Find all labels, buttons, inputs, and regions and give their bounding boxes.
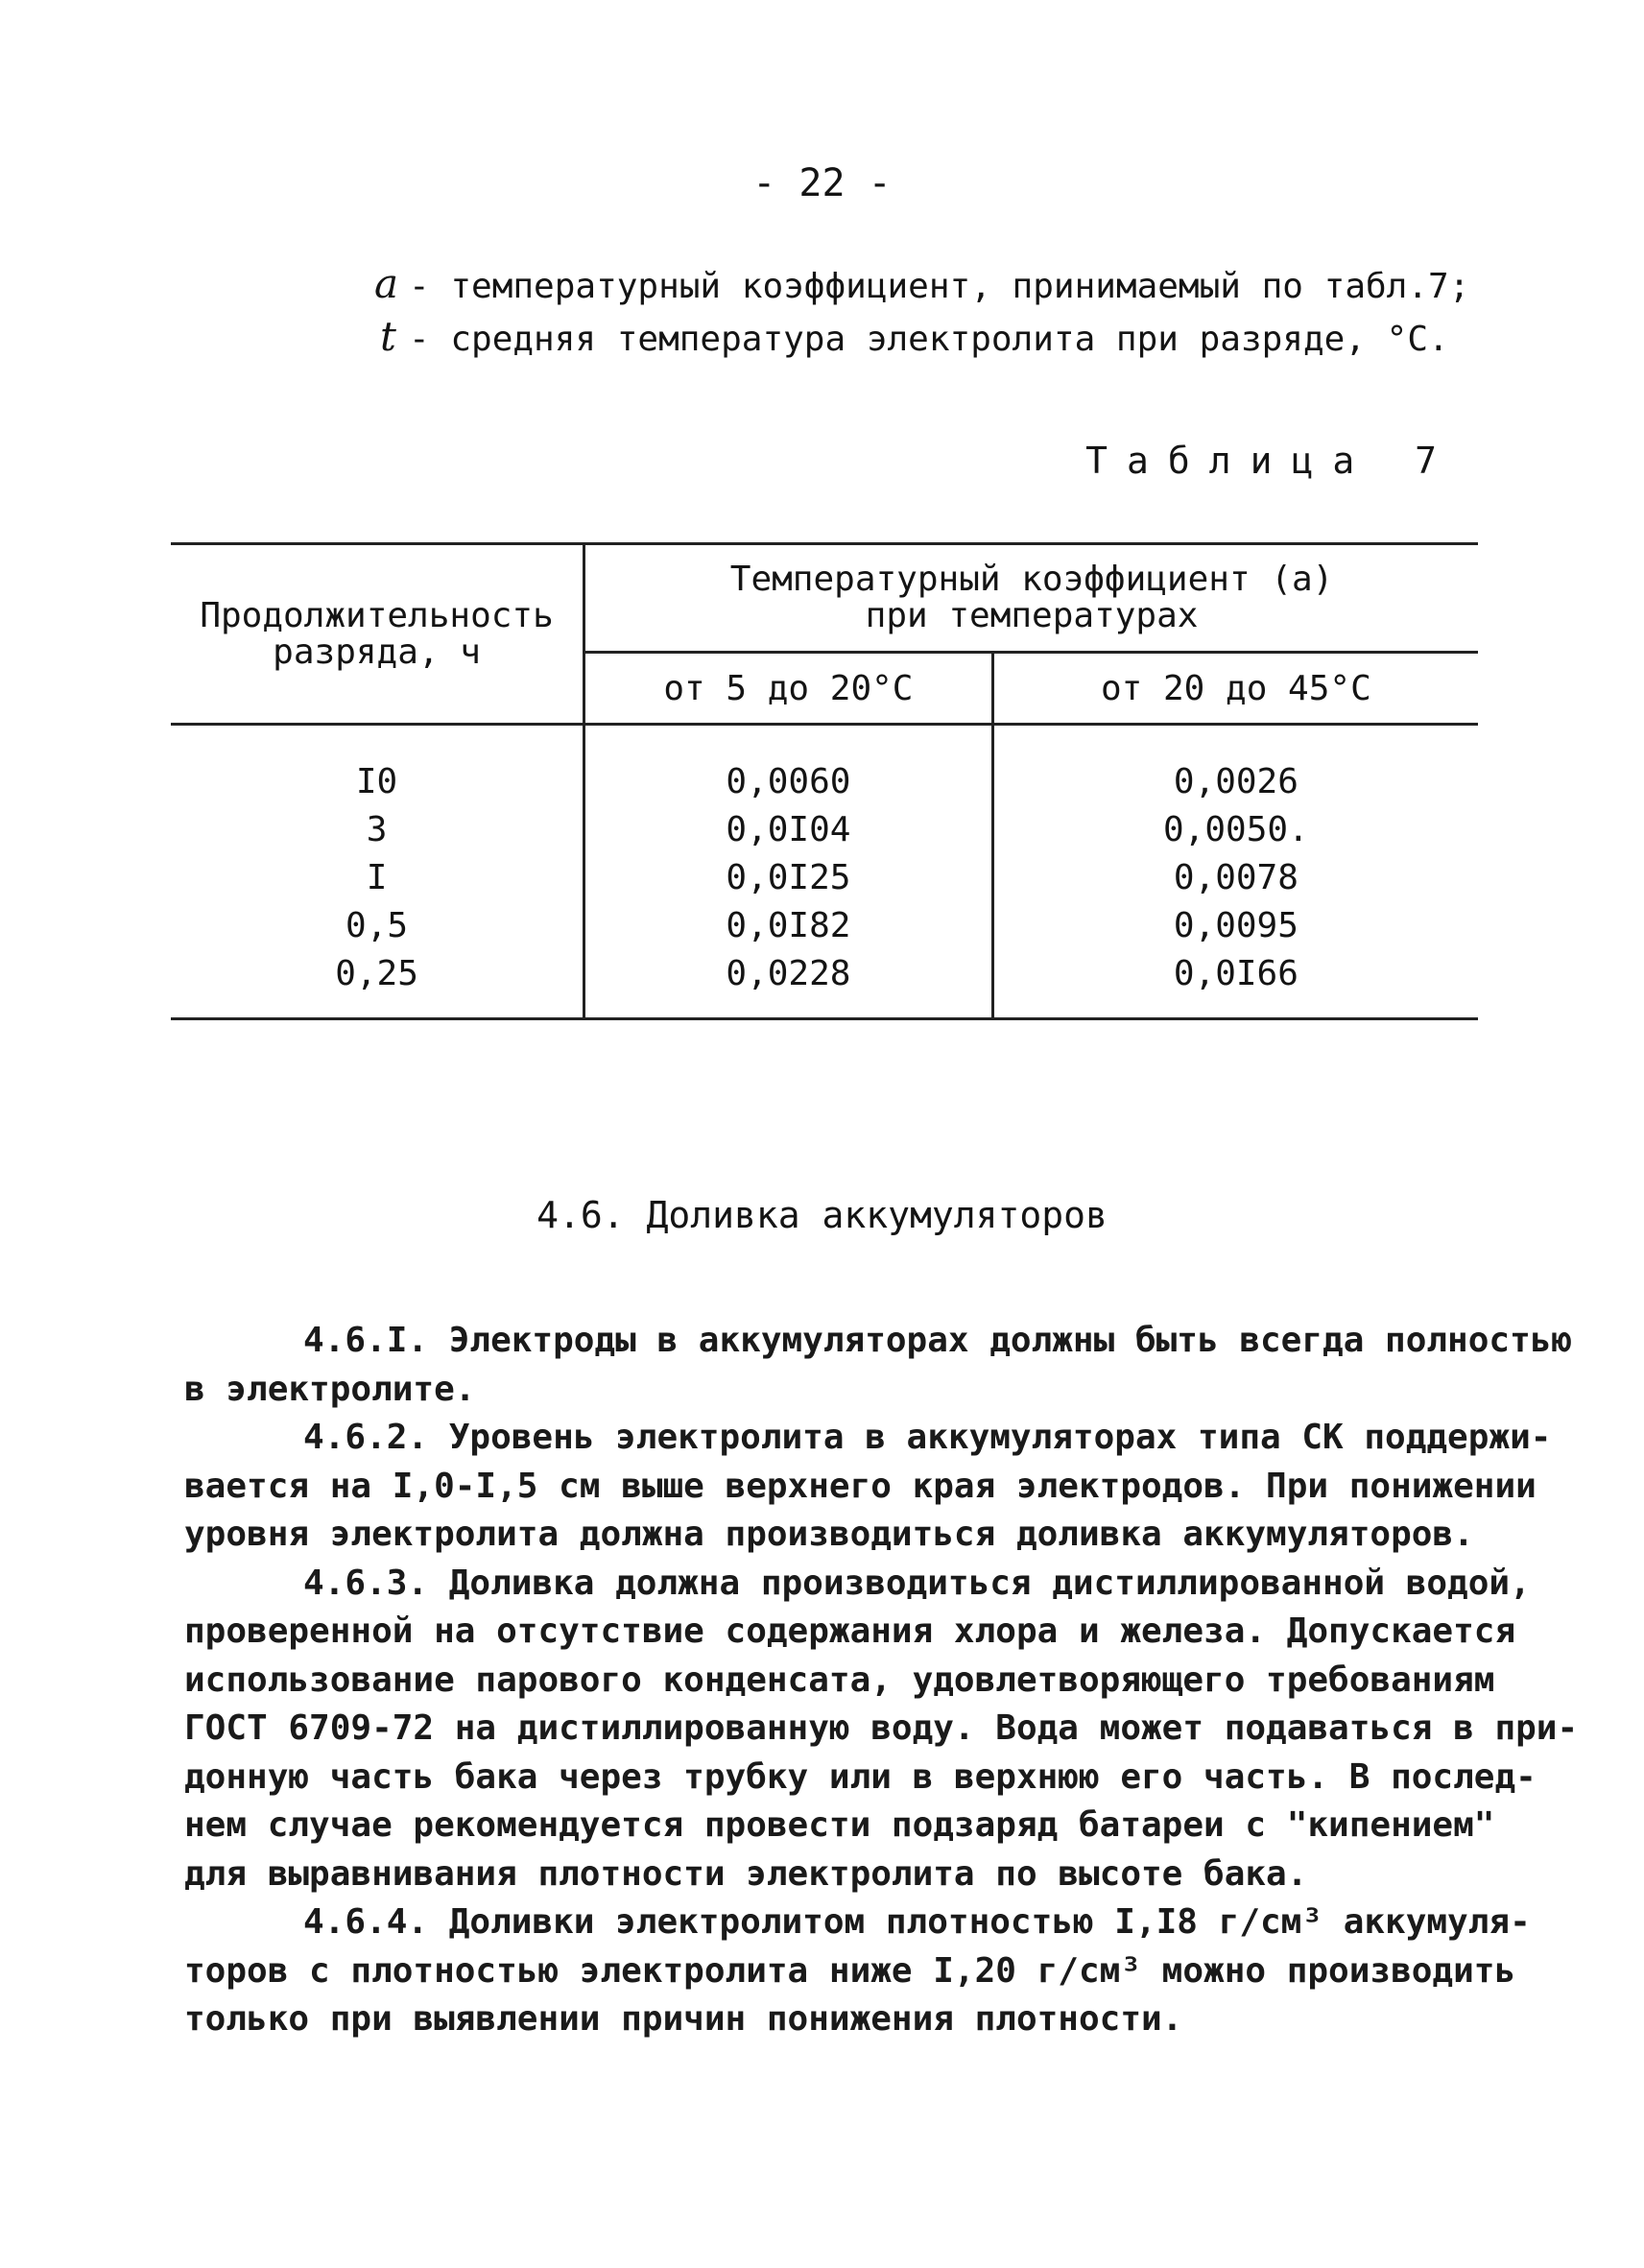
text-line: 4.6.I. Электроды в аккумуляторах должны быть всегда полностью	[303, 1321, 1573, 1360]
duration-cell: 3	[366, 810, 388, 849]
text-line: торов с плотностью электролита ниже I,20 г/см³ можно производить	[184, 1950, 1516, 1991]
paragraph-4-6-1	[184, 1317, 1573, 1414]
text-line: нем случае рекомендуется провести подзаряд батареи с "кипением"	[184, 1805, 1495, 1845]
text-line: уровня электролита должна производиться доливка аккумуляторов.	[184, 1515, 1474, 1554]
coefficient-cell: 0,0078	[1173, 858, 1299, 897]
paragraph-4-6-4	[184, 1898, 1531, 2044]
text-line: только при выявлении причин понижения плотности.	[184, 1999, 1183, 2039]
symbol-definitions	[374, 259, 1469, 365]
page-number: - 22 -	[752, 161, 892, 205]
text-line: для выравнивания плотности электролита по высоте бака.	[184, 1853, 1308, 1894]
header-range-low: от 5 до 20°С	[584, 653, 993, 725]
text-line: вается на I,0-I,5 см выше верхнего края электродов. При понижении	[184, 1466, 1537, 1506]
definition-symbol: a	[374, 260, 399, 307]
coefficient-cell: 0,0I04	[726, 810, 851, 849]
definition-text: - средняя температура электролита при разряде, °С.	[409, 320, 1449, 359]
duration-cell: I	[366, 858, 388, 897]
header-duration: Продолжительность разряда, ч	[171, 544, 584, 725]
section-body	[184, 1317, 1579, 2044]
coefficient-cell: 0,0026	[1173, 762, 1299, 801]
header-temperature-group	[584, 544, 1478, 653]
coefficient-cell: 0,0I66	[1173, 954, 1299, 993]
text-line: 4.6.2. Уровень электролита в аккумуляторах типа СК поддержи-	[303, 1418, 1552, 1457]
text-line: 4.6.4. Доливки электролитом плотностью I,I8 г/см³ аккумуля-	[303, 1902, 1531, 1942]
text-line: донную часть бака через трубку или в верхнюю его часть. В послед-	[184, 1756, 1537, 1797]
header-group-line-2: при температурах	[865, 596, 1199, 635]
coefficient-cell: 0,0I25	[726, 858, 851, 897]
high-range-column	[992, 725, 1478, 1019]
coefficient-cell: 0,0228	[726, 954, 851, 993]
text-line: проверенной на отсутствие содержания хлора и железа. Допускается	[184, 1611, 1516, 1651]
text-line: ГОСТ 6709-72 на дистиллированную воду. Вода может подаваться в при-	[184, 1708, 1579, 1748]
coefficient-cell: 0,0095	[1173, 906, 1299, 945]
header-range-high: от 20 до 45°С	[992, 653, 1478, 725]
paragraph-4-6-2	[184, 1414, 1552, 1560]
duration-cell: 0,5	[345, 906, 409, 945]
section-heading: 4.6. Доливка аккумуляторов	[536, 1194, 1108, 1236]
definition-a	[374, 259, 1469, 312]
paragraph-4-6-3	[184, 1560, 1579, 1899]
coefficient-cell: 0,0060	[726, 762, 851, 801]
duration-column	[171, 725, 584, 1019]
definition-symbol: t	[380, 313, 396, 360]
table-body	[171, 725, 1478, 1019]
coefficient-cell: 0,0I82	[726, 906, 851, 945]
definition-text: - температурный коэффициент, принимаемый по табл.7;	[409, 267, 1470, 306]
text-line: в электролите.	[184, 1369, 476, 1409]
coefficient-table	[171, 542, 1478, 1020]
duration-cell: I0	[355, 762, 398, 801]
header-group-line-1: Температурный коэффициент (a)	[729, 560, 1334, 599]
table-caption: Таблица 7	[1085, 440, 1456, 482]
definition-t	[374, 312, 1469, 365]
low-range-column	[584, 725, 993, 1019]
coefficient-cell: 0,0050.	[1163, 810, 1309, 849]
text-line: использование парового конденсата, удовлетворяющего требованиям	[184, 1659, 1495, 1700]
text-line: 4.6.3. Доливка должна производиться дистиллированной водой,	[303, 1563, 1531, 1603]
duration-cell: 0,25	[335, 954, 418, 993]
